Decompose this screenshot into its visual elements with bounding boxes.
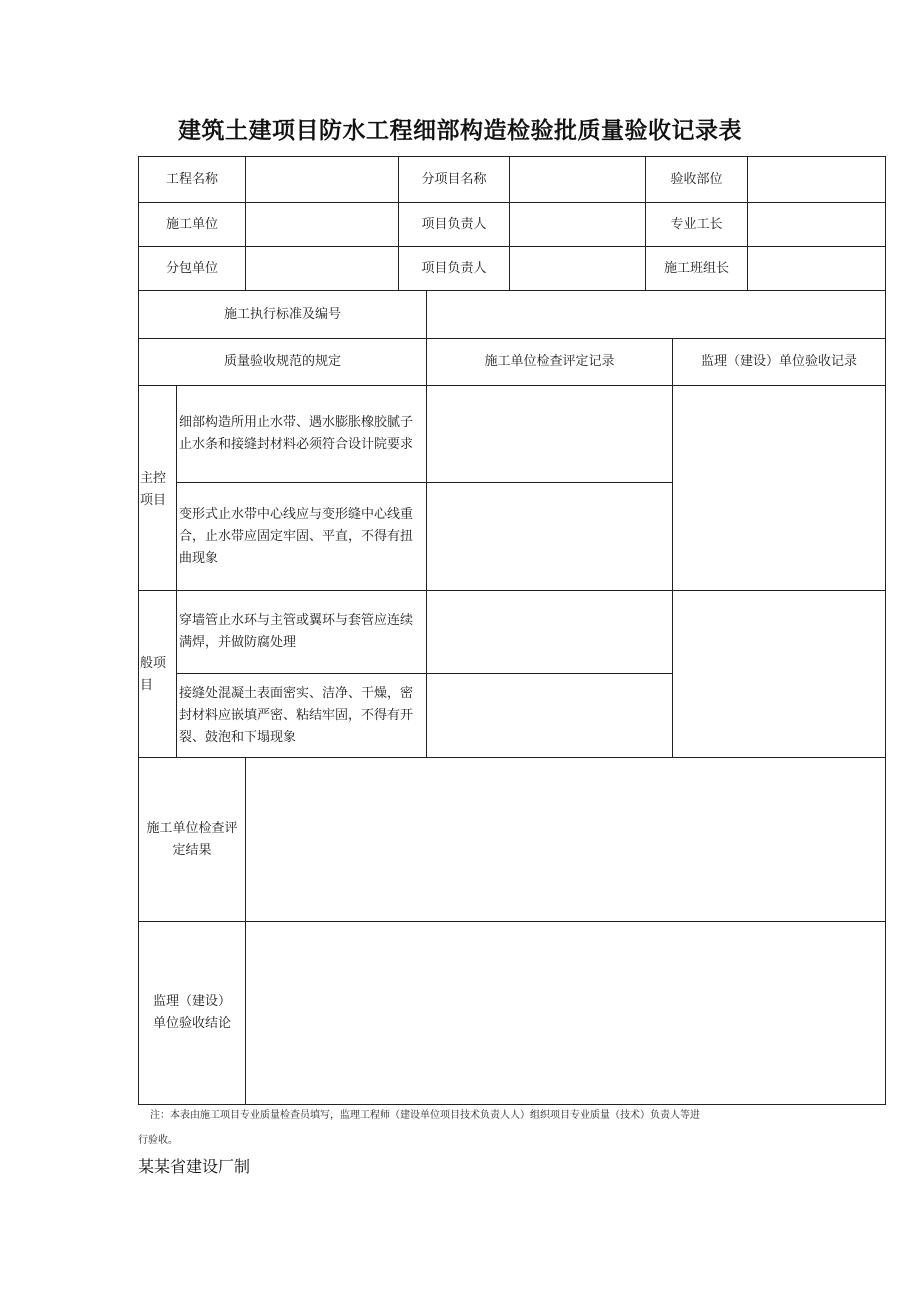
main-item-1-text: 细部构造所用止水带、遇水膨胀橡胶腻子止水条和接缝封材料必须符合设计院要求: [179, 415, 414, 452]
project-manager-value-2[interactable]: [510, 247, 645, 290]
acceptance-part-value[interactable]: [748, 157, 885, 202]
construction-unit-label: 施工单位: [165, 216, 218, 232]
project-manager-label-2: 项目负责人: [421, 260, 487, 276]
main-item-2-record[interactable]: [427, 483, 672, 590]
project-name-label: 工程名称: [165, 171, 218, 187]
general-item-1-text: 穿墙管止水环与主管或翼环与套管应连续满焊，并做防腐处理: [179, 613, 414, 650]
main-item-2-text: 变形式止水带中心线应与变形缝中心线重合，止水带应固定牢固、平直，不得有扭曲现象: [179, 506, 414, 566]
general-item-2-record[interactable]: [427, 674, 672, 757]
general-items-label: 般项 目: [140, 656, 167, 693]
table-line: [138, 1104, 886, 1105]
issuer-footer: 某某省建设厂制: [138, 1157, 251, 1176]
foreman-value[interactable]: [748, 203, 885, 246]
main-item-1-record[interactable]: [427, 386, 672, 482]
table-line: [885, 156, 886, 1105]
spec-column-header: 质量验收规范的规定: [223, 354, 341, 369]
project-manager-label: 项目负责人: [421, 216, 487, 232]
note-line-1: 注：本表由施工项目专业质量检查员填写，监理工程师（建设单位项目技术负责人人）组织项目专业质量（技术）负责人等进: [150, 1110, 700, 1121]
standard-label: 施工执行标准及编号: [223, 306, 341, 322]
supervision-record-header: 监理（建设）单位验收记录: [700, 354, 857, 369]
main-items-label: 主控 项目: [140, 471, 167, 508]
subcontract-unit-value[interactable]: [246, 247, 398, 290]
team-leader-label: 施工班组长: [663, 260, 729, 276]
standard-value[interactable]: [427, 291, 885, 338]
construction-unit-value[interactable]: [246, 203, 398, 246]
result-label: 施工单位检查评定结果: [146, 820, 238, 858]
sub-project-value[interactable]: [510, 157, 645, 202]
main-items-supervision-record[interactable]: [673, 386, 885, 590]
project-name-value[interactable]: [246, 157, 398, 202]
project-manager-value[interactable]: [510, 203, 645, 246]
foreman-label: 专业工长: [670, 216, 723, 232]
supervision-conclusion-value[interactable]: [246, 922, 885, 1104]
construction-record-header: 施工单位检查评定记录: [484, 354, 615, 369]
result-value[interactable]: [246, 758, 885, 921]
sub-project-label: 分项目名称: [421, 171, 487, 187]
team-leader-value[interactable]: [748, 247, 885, 290]
general-items-supervision-record[interactable]: [673, 591, 885, 757]
page-title: 建筑土建项目防水工程细部构造检验批质量验收记录表: [178, 118, 742, 144]
acceptance-part-label: 验收部位: [670, 171, 723, 187]
subcontract-unit-label: 分包单位: [165, 260, 218, 276]
general-item-1-record[interactable]: [427, 591, 672, 673]
supervision-conclusion-label: 监理（建设） 单位验收结论: [152, 994, 231, 1031]
note-line-2: 行验收。: [138, 1135, 178, 1146]
general-item-2-text: 接缝处混凝土表面密实、洁净、干燥，密封材料应嵌填严密、粘结牢固，不得有开裂、鼓泡和下塌现象: [179, 685, 414, 745]
